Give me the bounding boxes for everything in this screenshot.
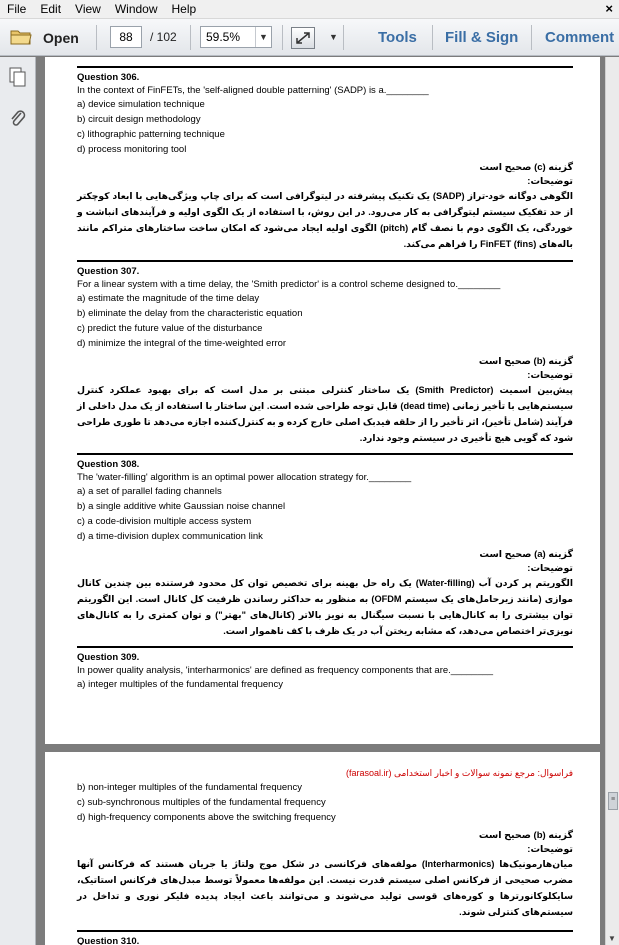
page-total: / 102 — [150, 30, 177, 44]
toolbar-options-icon[interactable]: ▼ — [329, 32, 338, 42]
explanation-text: میان‌هارمونیک‌ها (Interharmonics) مولفه‌های فرکانسی در شکل موج ولتاژ یا جریان هستند که فرکانس آنها مضرب صحیحی از فرکانس اصلی سیستم قدرت نیست. این مولفه‌ها معمولاً توسط مبدل‌های فرکانس استاتیک، سایکلوکانورترها و کوره‌های قوسی تولید می‌شوند و می‌توانند باعث ایجاد پدیده فلیکر نوری و تداخل در سیستم‌های کنترلی شوند. — [77, 859, 573, 917]
menu-help[interactable]: Help — [171, 2, 197, 16]
option-c: c) sub-synchronous multiples of the fundamental frequency — [77, 797, 326, 808]
document-viewport[interactable] — [37, 57, 605, 945]
pdf-page — [45, 57, 600, 744]
option-d: d) a time-division duplex communication link — [77, 531, 263, 542]
open-button[interactable]: Open — [43, 30, 79, 46]
fit-page-button[interactable] — [291, 27, 315, 49]
question-number: Question 308. — [77, 459, 140, 470]
comment-button[interactable]: Comment — [545, 29, 615, 46]
zoom-select[interactable] — [200, 26, 272, 48]
option-a: a) a set of parallel fading channels — [77, 486, 222, 497]
zoom-value: 59.5% — [206, 30, 241, 44]
question-number: Question 306. — [77, 72, 140, 83]
option-a: a) device simulation technique — [77, 99, 205, 110]
menu-edit[interactable]: Edit — [40, 2, 62, 16]
explanation-text: پیش‌بین اسمیت (Smith Predictor) یک ساختار کنترلی مبتنی بر مدل است که برای بهبود عملکرد کنترل سیستم‌هایی با تأخیر زمانی (dead time) قابل توجه طراحی شده است. این ساختار با استفاده از یک مدل داخلی از فرآیند (شامل تأخیر)، اثر تأخیر را از حلقه فیدبک اصلی خارج کرده و به کنترل‌کننده اجازه می‌دهد تا طوری طراحی شود که گویی هیچ تأخیری در سیستم وجود ندارد. — [77, 385, 573, 443]
option-b: b) non-integer multiples of the fundamental frequency — [77, 782, 302, 793]
option-d: d) process monitoring tool — [77, 144, 187, 155]
option-a: a) integer multiples of the fundamental frequency — [77, 679, 283, 690]
question-number: Question 307. — [77, 266, 140, 277]
toolbar-divider — [282, 25, 283, 50]
close-document-button[interactable]: × — [605, 1, 613, 16]
option-d: d) minimize the integral of the time-weighted error — [77, 338, 287, 349]
menu-view[interactable]: View — [75, 2, 101, 16]
scroll-down-icon[interactable]: ▼ — [608, 934, 616, 943]
option-b: b) a single additive white Gaussian noise channel — [77, 501, 286, 512]
navigation-pane — [0, 57, 36, 945]
option-c: c) a code-division multiple access system — [77, 516, 252, 527]
expand-icon — [292, 28, 314, 48]
question-text: In power quality analysis, 'interharmonics' are defined as frequency components that are.________ — [77, 665, 494, 676]
option-c: c) lithographic patterning technique — [77, 129, 225, 140]
question-309 — [77, 646, 573, 692]
question-309-continued — [77, 766, 573, 920]
explanation-label: توضیحات: — [527, 176, 573, 187]
toolbar — [0, 19, 619, 56]
question-text: The 'water-filling' algorithm is an optimal power allocation strategy for.________ — [77, 472, 412, 483]
tools-button[interactable]: Tools — [378, 29, 417, 46]
scrollbar-thumb[interactable]: ≡ — [608, 792, 618, 810]
explanation-text: الگوهی دوگانه خود-تراز (SADP) یک تکنیک پیشرفته در لیتوگرافی است که برای چاپ ویژگی‌هایی با ابعاد کوچکتر از حد تفکیک سیستم لیتوگرافی به کار می‌رود. در این روش، با استفاده از یک الگوی اولیه و فرآیندهای انباشت و خوردگی، یک الگوی دوم با نصف گام (pitch) الگوی اولیه ایجاد می‌شود که امکان ساخت ساختارهای متراکم مانند باله‌های (fins) FinFET را فراهم می‌کند. — [77, 191, 573, 249]
menu-bar — [0, 0, 619, 19]
menu-window[interactable]: Window — [114, 2, 158, 16]
toolbar-divider — [531, 25, 532, 50]
pdf-page — [45, 752, 600, 945]
answer: گزینه (b) صحیح است — [478, 356, 573, 367]
page-number-input[interactable]: 88 — [110, 26, 142, 48]
page-thumbnails-icon[interactable] — [8, 67, 28, 89]
toolbar-divider — [343, 25, 344, 50]
question-306 — [77, 66, 573, 252]
question-307 — [77, 260, 573, 446]
toolbar-divider — [190, 25, 191, 50]
question-308 — [77, 453, 573, 639]
folder-icon[interactable] — [10, 28, 32, 45]
chevron-down-icon[interactable]: ▼ — [255, 27, 271, 47]
answer: گزینه (b) صحیح است — [478, 830, 573, 841]
toolbar-divider — [432, 25, 433, 50]
attachments-icon[interactable] — [8, 109, 28, 131]
question-310 — [77, 930, 573, 945]
answer: گزینه (a) صحیح است — [479, 549, 573, 560]
question-text: For a linear system with a time delay, the 'Smith predictor' is a control scheme designed to.________ — [77, 279, 501, 290]
source-note: فراسوال: مرجع نمونه سوالات و اخبار استخدامی (farasoal.ir) — [346, 768, 573, 778]
question-number: Question 309. — [77, 652, 140, 663]
option-b: b) eliminate the delay from the characteristic equation — [77, 308, 303, 319]
explanation-text: الگوریتم پر کردن آب (Water-filling) یک راه حل بهینه برای تخصیص توان کل محدود فرستنده بین چندین کانال موازی (مانند زیرحامل‌های یک سیستم OFDM) به منظور به حداکثر رساندن ظرفیت کل کانال است. این الگوریتم توان بیشتری را به کانال‌هایی با نسبت سیگنال به نویز بالاتر (کانال‌های "بهتر") و توان کمتری را به کانال‌های نویزی‌تر اختصاص می‌دهد، که مشابه ریختن آب در یک ظرف با کف ناهموار است. — [77, 578, 574, 636]
answer: گزینه (c) صحیح است — [479, 162, 573, 173]
question-number: Question 310. — [77, 936, 140, 945]
explanation-label: توضیحات: — [527, 844, 573, 855]
menu-file[interactable]: File — [7, 2, 27, 16]
option-c: c) predict the future value of the disturbance — [77, 323, 263, 334]
toolbar-divider — [96, 25, 97, 50]
explanation-label: توضیحات: — [527, 563, 573, 574]
option-b: b) circuit design methodology — [77, 114, 201, 125]
fill-sign-button[interactable]: Fill & Sign — [445, 29, 519, 46]
option-a: a) estimate the magnitude of the time delay — [77, 293, 260, 304]
vertical-scrollbar[interactable] — [605, 57, 619, 945]
question-text: In the context of FinFETs, the 'self-aligned double patterning' (SADP) is a.________ — [77, 85, 429, 96]
option-d: d) high-frequency components above the switching frequency — [77, 812, 336, 823]
explanation-label: توضیحات: — [527, 370, 573, 381]
